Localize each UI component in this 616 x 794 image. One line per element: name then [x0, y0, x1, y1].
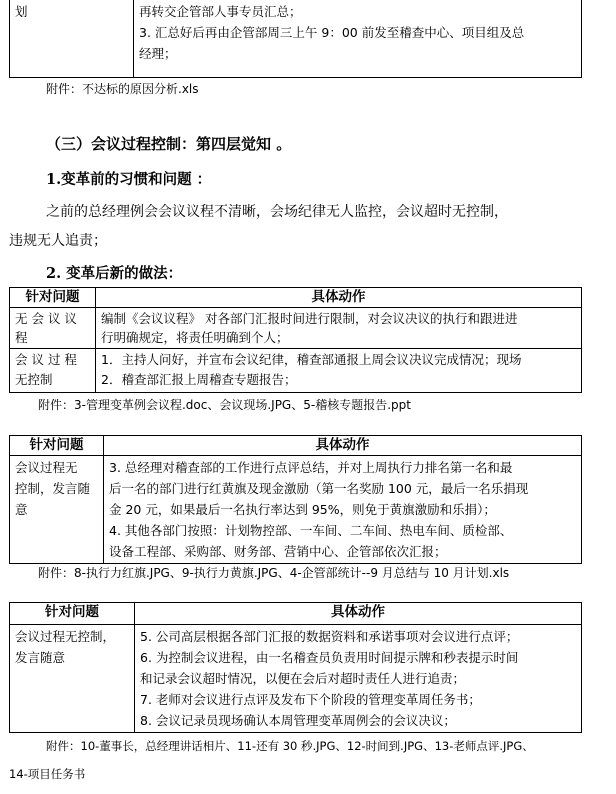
cell-line: 控制，发言随: [15, 481, 91, 496]
cell-line: 3. 汇总好后再由企管部周三上午 9：00 前发至稽查中心、项目组及总: [139, 25, 525, 40]
header-action: 具体动作: [104, 436, 582, 456]
table-cell-problem: [10, 308, 96, 349]
subheading-after: 2. 变革后新的做法：: [46, 265, 183, 282]
action-table-2: [9, 435, 582, 564]
cell-line: 8. 会议记录员现场确认本周管理变革周例会的会议决议；: [140, 713, 456, 728]
cell-line: 意: [15, 502, 28, 517]
table-cell-problem: [10, 456, 104, 564]
cell-line: 无 会 议 议: [15, 311, 77, 326]
cell-line: 会议过程无控制，: [15, 629, 116, 644]
cell-line: 行明确规定，将责任明确到个人；: [101, 330, 289, 345]
table-continued: [9, 0, 582, 78]
attachment-note: 附件：3-管理变革例会议程.doc、会议现场.JPG、5-稽核专题报告.ppt: [38, 398, 411, 412]
cell-line: 编制《会议议程》 对各部门汇报时间进行限制，对会议决议的执行和跟进进: [101, 311, 518, 326]
cell-line: 5. 公司高层根据各部门汇报的数据资料和承诺事项对会议进行点评；: [140, 629, 519, 644]
table-cell-action: [96, 308, 582, 349]
table-cell-action: [96, 349, 582, 393]
attachment-note: 附件：10-董事长，总经理讲话相片、11-还有 30 秒.JPG、12-时间到.JPG、13-老师点评.JPG、: [46, 739, 534, 753]
cell-line: 4. 其他各部门按照：计划物控部、一车间、二车间、热电车间、质检部、: [109, 523, 513, 538]
table-row: [10, 349, 582, 393]
table-row: [10, 308, 582, 349]
paragraph-line: 违规无人追责；: [9, 233, 107, 249]
cell-line: 设备工程部、采购部、财务部、营销中心、企管部依次汇报；: [109, 544, 447, 559]
table-cell-action: [134, 0, 582, 78]
cell-line: 经理；: [139, 46, 177, 61]
cell-line: 7. 老师对会议进行点评及发布下个阶段的管理变革周任务书；: [140, 692, 481, 707]
cell-line: 程: [15, 330, 28, 345]
table-cell-problem: [10, 349, 96, 393]
cell-line: 会议过程无: [15, 460, 78, 475]
attachment-note: 14-项目任务书: [9, 767, 86, 781]
table-cell-action: [104, 456, 582, 564]
table-cell-action: [135, 625, 582, 733]
table-cell-problem: [10, 625, 135, 733]
cell-line: 6. 为控制会议进程，由一名稽查员负责用时间提示牌和秒表提示时间: [140, 650, 519, 665]
header-action: 具体动作: [135, 603, 582, 625]
cell-text: 划: [15, 4, 28, 19]
cell-line: 3. 总经理对稽查部的工作进行点评总结，并对上周执行力排名第一名和最: [109, 460, 513, 475]
header-problem: 针对问题: [10, 436, 104, 456]
section-title: （三）会议过程控制：第四层觉知 。: [46, 135, 292, 153]
header-problem: 针对问题: [10, 603, 135, 625]
cell-line: 后一名的部门进行红黄旗及现金激励（第一名奖励 100 元，最后一名乐捐现: [109, 481, 529, 496]
table-row: [10, 456, 582, 564]
paragraph-line: 之前的总经理例会会议议程不清晰，会场纪律无人监控，会议超时无控制，: [46, 204, 508, 220]
cell-line: 无控制: [15, 372, 53, 387]
header-problem: 针对问题: [10, 288, 96, 308]
table-cell-problem: [10, 0, 134, 78]
cell-line: 再转交企管部人事专员汇总；: [139, 4, 302, 19]
cell-line: 和记录会议超时情况，以便在会后对超时责任人进行追责；: [140, 671, 466, 686]
cell-line: 2．稽查部汇报上周稽查专题报告；: [101, 372, 297, 387]
subheading-before: 1.变革前的习惯和问题 ：: [46, 171, 212, 188]
action-table-3: [9, 602, 582, 733]
attachment-note: 附件：8-执行力红旗.JPG、9-执行力黄旗.JPG、4-企管部统计--9 月总结与 10 月计划.xls: [38, 566, 510, 580]
cell-line: 1．主持人问好，并宣布会议纪律，稽查部通报上周会议决议完成情况；现场: [101, 352, 522, 367]
table-row: [10, 625, 582, 733]
cell-line: 会 议 过 程: [15, 352, 77, 367]
action-table-1: [9, 287, 582, 393]
header-action: 具体动作: [96, 288, 582, 308]
cell-line: 发言随意: [15, 650, 66, 665]
attachment-note: 附件：不达标的原因分析.xls: [46, 82, 199, 96]
cell-line: 金 20 元，如果最后一名执行率达到 95%，则免于黄旗激励和乐捐）；: [109, 502, 496, 517]
